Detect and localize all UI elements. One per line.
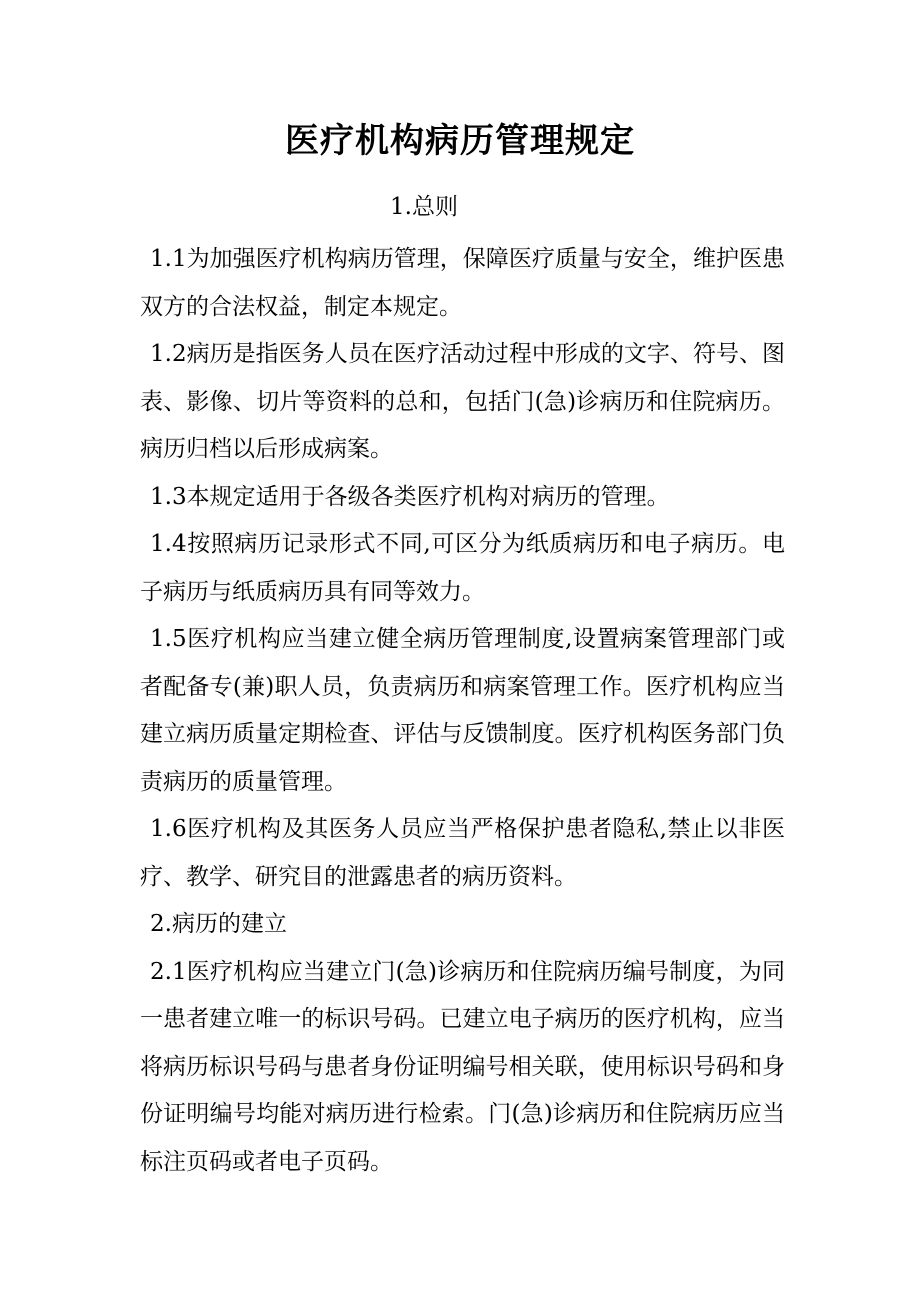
document-body [140,236,785,1186]
paragraph-1-2: 1.2病历是指医务人员在医疗活动过程中形成的文字、符号、图表、影像、切片等资料的总和，包括门(急)诊病历和住院病历。病历归档以后形成病案。 [140,341,785,462]
section-heading-record-creation: 2.病历的建立 [150,911,287,937]
paragraph-2-1: 2.1医疗机构应当建立门(急)诊病历和住院病历编号制度，为同一患者建立唯一的标识号码。已建立电子病历的医疗机构，应当将病历标识号码与患者身份证明编号相关联，使用标识号码和身份证明编号均能对病历进行检索。门(急)诊病历和住院病历应当标注页码或者电子页码。 [140,958,785,1175]
paragraph-1-6: 1.6医疗机构及其医务人员应当严格保护患者隐私,禁止以非医疗、教学、研究目的泄露患者的病历资料。 [140,816,785,890]
section-heading-general: 1.总则 [390,194,458,220]
paragraph-1-5: 1.5医疗机构应当建立健全病历管理制度,设置病案管理部门或者配备专(兼)职人员，负责病历和病案管理工作。医疗机构应当建立病历质量定期检查、评估与反馈制度。医疗机构医务部门负责病历的质量管理。 [140,626,785,795]
document-title: 医疗机构病历管理规定 [285,121,635,161]
paragraph-1-4: 1.4按照病历记录形式不同,可区分为纸质病历和电子病历。电子病历与纸质病历具有同等效力。 [140,531,785,605]
paragraph-1-3: 1.3本规定适用于各级各类医疗机构对病历的管理。 [150,483,670,510]
paragraph-1-1: 1.1为加强医疗机构病历管理，保障医疗质量与安全，维护医患双方的合法权益，制定本规定。 [140,246,785,320]
